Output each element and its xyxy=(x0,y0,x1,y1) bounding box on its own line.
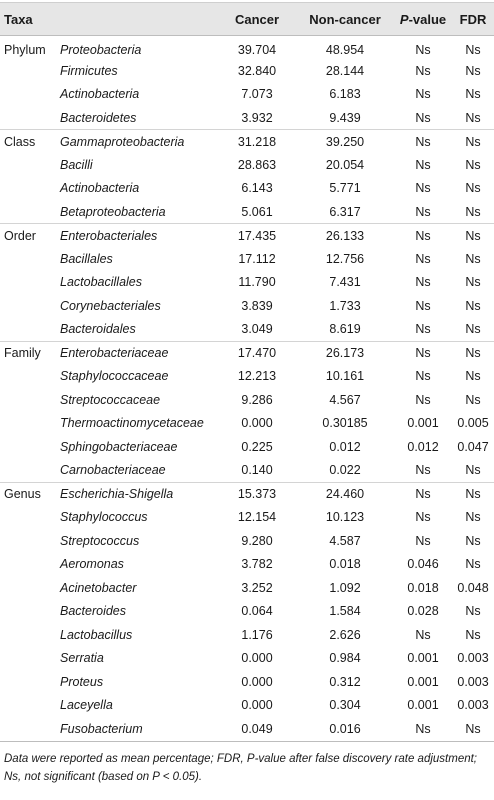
table-row xyxy=(0,459,494,483)
fdr-value-cell: Ns xyxy=(465,110,481,125)
table-row xyxy=(0,576,494,600)
cancer-value-cell: 1.176 xyxy=(241,627,273,642)
rank-cell xyxy=(0,388,56,412)
fdr-value-cell: Ns xyxy=(465,87,481,102)
taxon-name-cell: Enterobacteriaceae xyxy=(56,341,218,365)
taxon-name-cell: Proteobacteria xyxy=(60,42,142,57)
non-cancer-value-cell: 7.431 xyxy=(329,275,361,290)
fdr-value-cell: Ns xyxy=(452,224,494,248)
taxon-name-cell: Staphylococcaceae xyxy=(60,369,169,384)
taxa-table xyxy=(0,2,494,741)
cancer-value-cell: 7.073 xyxy=(241,87,273,102)
cancer-value-cell: 0.000 xyxy=(241,698,273,713)
table-row xyxy=(0,506,494,530)
fdr-value-cell: Ns xyxy=(465,204,481,219)
cancer-value-cell: 0.140 xyxy=(241,463,273,477)
taxon-name-cell: Serratia xyxy=(60,651,104,666)
non-cancer-value-cell: 0.022 xyxy=(329,463,361,477)
p-value-cell: Ns xyxy=(415,87,431,102)
fdr-value-cell: Ns xyxy=(465,369,481,384)
p-value-cell: Ns xyxy=(415,533,431,548)
p-value-cell: Ns xyxy=(415,110,431,125)
fdr-value-cell: Ns xyxy=(465,627,481,642)
non-cancer-value-cell: 0.018 xyxy=(329,557,361,572)
rank-cell xyxy=(0,153,56,177)
rank-cell xyxy=(0,412,56,436)
p-value-cell: Ns xyxy=(394,224,452,248)
fdr-value-cell: Ns xyxy=(465,392,481,407)
header-row xyxy=(0,3,494,36)
rank-cell xyxy=(0,365,56,389)
taxon-name-cell: Laceyella xyxy=(60,698,113,713)
taxon-name-cell: Lactobacillus xyxy=(60,627,133,642)
cancer-value-cell: 17.470 xyxy=(218,341,296,365)
cancer-value-cell: 28.863 xyxy=(237,157,277,172)
fdr-value-cell: Ns xyxy=(465,157,481,172)
table-row xyxy=(0,318,494,342)
cancer-value-cell: 5.061 xyxy=(241,204,273,219)
rank-cell xyxy=(0,553,56,577)
taxon-name-cell: Corynebacteriales xyxy=(60,298,161,313)
taxon-name-cell: Aeromonas xyxy=(60,557,124,572)
table-row xyxy=(0,153,494,177)
p-value-cell: Ns xyxy=(415,181,431,196)
rank-cell xyxy=(0,106,56,130)
non-cancer-value-cell: 0.984 xyxy=(329,651,361,666)
cancer-value-cell: 32.840 xyxy=(237,63,277,78)
rank-cell xyxy=(0,717,56,741)
rank-cell xyxy=(0,271,56,295)
taxon-name-cell: Bacillales xyxy=(60,251,113,266)
taxon-name-cell: Escherichia-Shigella xyxy=(56,482,218,506)
taxon-name-cell: Staphylococcus xyxy=(60,510,148,525)
cancer-value-cell: 3.932 xyxy=(241,110,273,125)
table-footnote: Data were reported as mean percentage; FDR, P-value after false discovery rate adjustment; Ns, not significant (based on P < 0.05). xyxy=(4,752,478,783)
fdr-value-cell: Ns xyxy=(465,251,481,266)
fdr-value-cell: Ns xyxy=(465,181,481,196)
p-value-cell: Ns xyxy=(394,482,452,506)
table-row xyxy=(0,59,494,83)
taxon-name-cell: Lactobacillales xyxy=(60,275,142,290)
rank-cell xyxy=(0,177,56,201)
non-cancer-value-cell: 39.250 xyxy=(296,130,394,154)
header-fdr: FDR xyxy=(452,3,494,36)
non-cancer-value-cell: 5.771 xyxy=(329,181,361,196)
fdr-value-cell: Ns xyxy=(465,533,481,548)
cancer-value-cell: 6.143 xyxy=(241,181,273,196)
table-row xyxy=(0,224,494,248)
rank-cell xyxy=(0,200,56,224)
table-row xyxy=(0,529,494,553)
non-cancer-value-cell: 4.587 xyxy=(329,533,361,548)
non-cancer-value-cell: 26.173 xyxy=(296,341,394,365)
fdr-value-cell: 0.003 xyxy=(457,651,489,666)
taxon-name-cell: Thermoactinomycetaceae xyxy=(60,416,204,431)
cancer-value-cell: 3.049 xyxy=(241,322,273,336)
rank-cell xyxy=(0,435,56,459)
p-value-cell: Ns xyxy=(415,63,431,78)
non-cancer-value-cell: 1.733 xyxy=(329,298,361,313)
table-row xyxy=(0,177,494,201)
p-value-cell: Ns xyxy=(415,392,431,407)
cancer-value-cell: 0.049 xyxy=(241,721,273,736)
table-row xyxy=(0,294,494,318)
fdr-value-cell: Ns xyxy=(465,275,481,290)
rank-cell xyxy=(0,318,56,342)
fdr-value-cell: Ns xyxy=(465,42,481,57)
taxon-name-cell: Bacteroidetes xyxy=(60,110,137,125)
table-row xyxy=(0,36,494,60)
table-row xyxy=(0,271,494,295)
table-row xyxy=(0,247,494,271)
non-cancer-value-cell: 20.054 xyxy=(325,157,365,172)
rank-cell: Family xyxy=(0,341,56,365)
fdr-value-cell: 0.003 xyxy=(457,698,489,713)
p-value-cell: Ns xyxy=(415,322,431,336)
table-row xyxy=(0,647,494,671)
non-cancer-value-cell: 6.317 xyxy=(329,204,361,219)
fdr-value-cell: Ns xyxy=(452,341,494,365)
header-non-cancer: Non-cancer xyxy=(296,3,394,36)
non-cancer-value-cell: 24.460 xyxy=(296,482,394,506)
table-row xyxy=(0,130,494,154)
fdr-value-cell: Ns xyxy=(465,557,481,572)
taxon-name-cell: Proteus xyxy=(60,674,104,689)
non-cancer-value-cell: 1.584 xyxy=(329,604,361,619)
fdr-value-cell: Ns xyxy=(452,482,494,506)
rank-cell xyxy=(0,59,56,83)
fdr-value-cell: 0.048 xyxy=(457,580,489,595)
cancer-value-cell: 3.839 xyxy=(241,298,273,313)
taxon-name-cell: Actinobacteria xyxy=(60,181,140,196)
rank-cell xyxy=(0,459,56,483)
taxon-name-cell: Streptococcus xyxy=(60,533,140,548)
taxon-name-cell: Enterobacteriales xyxy=(56,224,218,248)
cancer-value-cell: 17.112 xyxy=(238,251,276,266)
fdr-value-cell: Ns xyxy=(465,510,481,525)
rank-cell: Order xyxy=(0,224,56,248)
rank-cell: Class xyxy=(0,130,56,154)
non-cancer-value-cell: 0.304 xyxy=(329,698,361,713)
p-value-cell: 0.046 xyxy=(407,557,439,572)
table-row xyxy=(0,106,494,130)
taxon-name-cell: Bacteroides xyxy=(60,604,127,619)
non-cancer-value-cell: 10.161 xyxy=(325,369,365,384)
cancer-value-cell: 0.000 xyxy=(241,674,273,689)
non-cancer-value-cell: 48.954 xyxy=(325,42,365,57)
p-value-cell: Ns xyxy=(415,298,431,313)
fdr-value-cell: 0.003 xyxy=(457,674,489,689)
taxon-name-cell: Firmicutes xyxy=(60,63,118,78)
fdr-value-cell: Ns xyxy=(465,322,481,336)
non-cancer-value-cell: 28.144 xyxy=(325,63,365,78)
rank-cell: Genus xyxy=(0,482,56,506)
header-taxa: Taxa xyxy=(0,3,218,36)
cancer-value-cell: 0.000 xyxy=(241,651,273,666)
cancer-value-cell: 31.218 xyxy=(218,130,296,154)
non-cancer-value-cell: 12.756 xyxy=(325,251,365,266)
table-row xyxy=(0,482,494,506)
p-value-cell: 0.028 xyxy=(407,604,439,619)
fdr-value-cell: Ns xyxy=(465,721,481,736)
taxon-name-cell: Bacilli xyxy=(60,157,93,172)
table-row xyxy=(0,694,494,718)
cancer-value-cell: 3.252 xyxy=(241,580,273,595)
header-p-value xyxy=(394,3,452,36)
p-value-cell: 0.018 xyxy=(407,580,439,595)
taxon-name-cell: Streptococcaceae xyxy=(60,392,161,407)
p-value-cell: Ns xyxy=(394,130,452,154)
cancer-value-cell: 0.064 xyxy=(241,604,273,619)
fdr-value-cell: Ns xyxy=(452,130,494,154)
p-value-cell: Ns xyxy=(415,627,431,642)
cancer-value-cell: 0.225 xyxy=(241,439,273,454)
cancer-value-cell: 12.213 xyxy=(237,369,277,384)
cancer-value-cell: 15.373 xyxy=(218,482,296,506)
p-value-cell: Ns xyxy=(415,463,431,477)
cancer-value-cell: 39.704 xyxy=(237,42,277,57)
non-cancer-value-cell: 0.012 xyxy=(329,439,361,454)
rank-cell xyxy=(0,670,56,694)
p-value-cell: 0.001 xyxy=(407,698,439,713)
table-row xyxy=(0,553,494,577)
cancer-value-cell: 0.000 xyxy=(241,416,273,431)
rank-cell xyxy=(0,576,56,600)
rank-cell xyxy=(0,83,56,107)
non-cancer-value-cell: 4.567 xyxy=(329,392,361,407)
p-value-cell: Ns xyxy=(415,369,431,384)
table-row xyxy=(0,670,494,694)
cancer-value-cell: 12.154 xyxy=(237,510,277,525)
table-row xyxy=(0,200,494,224)
rank-cell xyxy=(0,529,56,553)
header-cancer: Cancer xyxy=(218,3,296,36)
taxon-name-cell: Actinobacteria xyxy=(60,87,140,102)
p-value-cell: Ns xyxy=(415,251,431,266)
table-row xyxy=(0,717,494,741)
table-body xyxy=(0,36,494,741)
cancer-value-cell: 17.435 xyxy=(218,224,296,248)
p-value-cell: Ns xyxy=(415,275,431,290)
rank-cell xyxy=(0,247,56,271)
table-row xyxy=(0,412,494,436)
table-row xyxy=(0,388,494,412)
table-row xyxy=(0,600,494,624)
p-value-cell: Ns xyxy=(415,157,431,172)
p-value-cell: 0.001 xyxy=(407,651,439,666)
non-cancer-value-cell: 2.626 xyxy=(329,627,361,642)
rank-cell: Phylum xyxy=(4,42,46,57)
rank-cell xyxy=(0,600,56,624)
table-header xyxy=(0,3,494,36)
taxon-name-cell: Fusobacterium xyxy=(60,721,143,736)
cancer-value-cell: 11.790 xyxy=(238,275,276,290)
fdr-value-cell: Ns xyxy=(465,604,481,619)
non-cancer-value-cell: 26.133 xyxy=(296,224,394,248)
fdr-value-cell: Ns xyxy=(465,463,481,477)
non-cancer-value-cell: 0.312 xyxy=(329,674,361,689)
table-row xyxy=(0,341,494,365)
taxon-name-cell: Carnobacteriaceae xyxy=(60,463,166,477)
non-cancer-value-cell: 0.016 xyxy=(329,721,361,736)
p-value-cell: 0.012 xyxy=(407,439,439,454)
non-cancer-value-cell: 1.092 xyxy=(329,580,361,595)
fdr-value-cell: 0.047 xyxy=(457,439,489,454)
non-cancer-value-cell: 8.619 xyxy=(329,322,361,336)
p-value-cell: Ns xyxy=(415,510,431,525)
cancer-value-cell: 3.782 xyxy=(241,557,273,572)
p-value-cell: Ns xyxy=(415,42,431,57)
table-row xyxy=(0,365,494,389)
rank-cell xyxy=(0,506,56,530)
p-value-cell: 0.001 xyxy=(407,416,439,431)
rank-cell xyxy=(0,294,56,318)
header-p-value-suffix: -value xyxy=(408,11,447,27)
fdr-value-cell: 0.005 xyxy=(457,416,489,431)
taxon-name-cell: Gammaproteobacteria xyxy=(56,130,218,154)
taxon-name-cell: Acinetobacter xyxy=(60,580,137,595)
p-value-cell: Ns xyxy=(415,204,431,219)
table-row xyxy=(0,623,494,647)
non-cancer-value-cell: 6.183 xyxy=(329,87,361,102)
non-cancer-value-cell: 9.439 xyxy=(329,110,361,125)
fdr-value-cell: Ns xyxy=(465,298,481,313)
rank-cell xyxy=(0,694,56,718)
non-cancer-value-cell: 10.123 xyxy=(325,510,365,525)
taxon-name-cell: Bacteroidales xyxy=(60,322,136,336)
p-value-cell: Ns xyxy=(415,721,431,736)
taxon-name-cell: Betaproteobacteria xyxy=(60,204,166,219)
table-row xyxy=(0,83,494,107)
taxon-name-cell: Sphingobacteriaceae xyxy=(60,439,178,454)
non-cancer-value-cell: 0.30185 xyxy=(322,416,368,431)
header-p-value-letter: P xyxy=(399,11,409,27)
p-value-cell: 0.001 xyxy=(407,674,439,689)
cancer-value-cell: 9.286 xyxy=(241,392,273,407)
fdr-value-cell: Ns xyxy=(465,63,481,78)
rank-cell xyxy=(0,623,56,647)
rank-cell xyxy=(0,647,56,671)
p-value-cell: Ns xyxy=(394,341,452,365)
table-row xyxy=(0,435,494,459)
cancer-value-cell: 9.280 xyxy=(241,533,273,548)
